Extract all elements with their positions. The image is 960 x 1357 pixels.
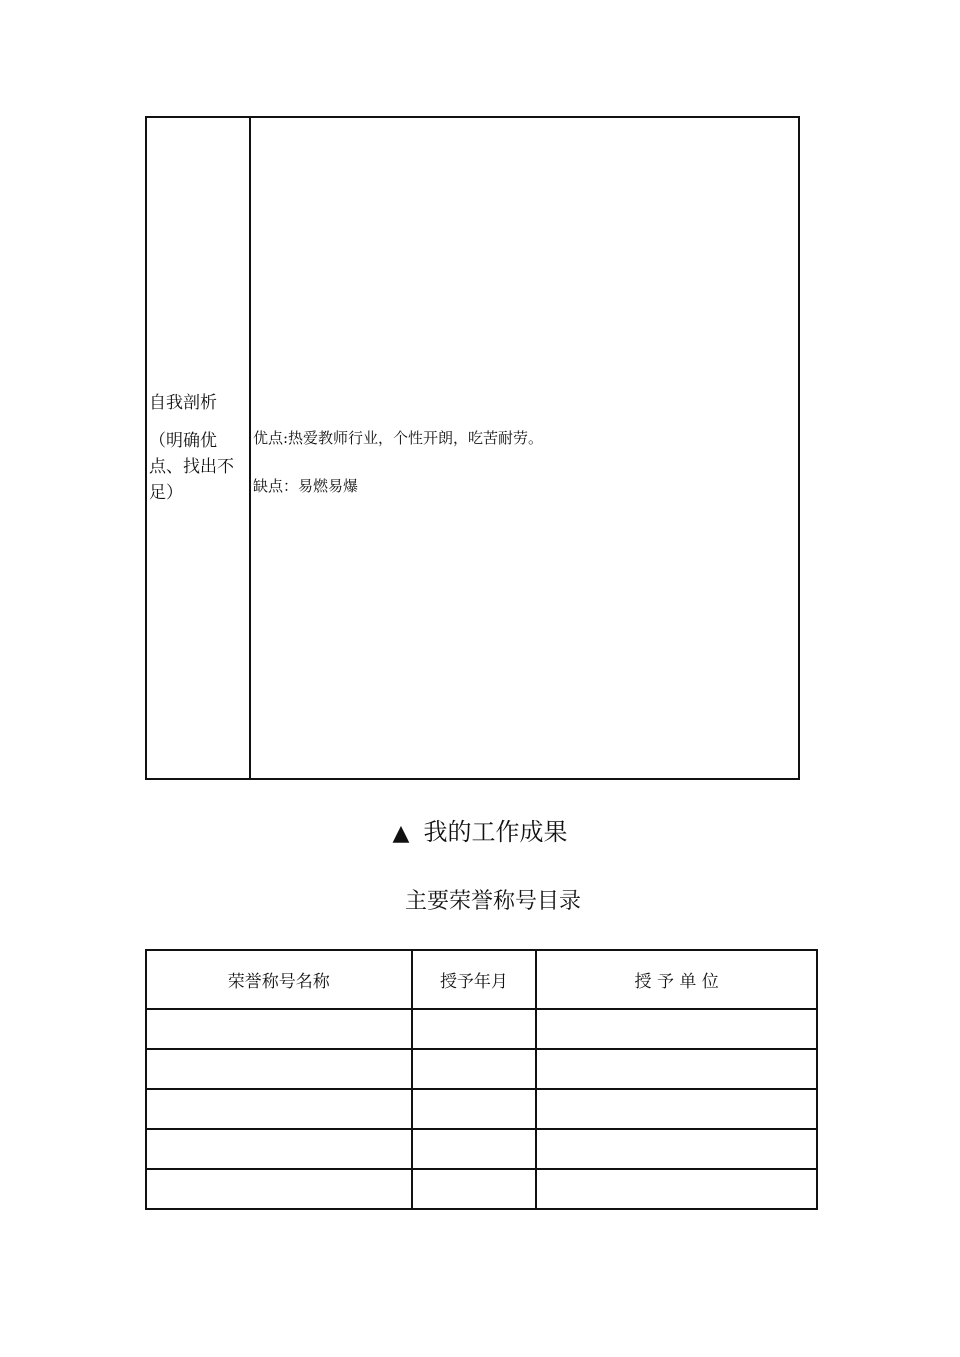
award-date-cell[interactable] bbox=[412, 1009, 537, 1049]
self-analysis-title: 自我剖析 bbox=[149, 393, 217, 413]
honor-name-cell[interactable] bbox=[146, 1009, 412, 1049]
self-analysis-content-cell[interactable] bbox=[250, 117, 799, 779]
award-unit-cell[interactable] bbox=[536, 1129, 817, 1169]
award-date-cell[interactable] bbox=[412, 1129, 537, 1169]
award-unit-cell[interactable] bbox=[536, 1089, 817, 1129]
award-date-cell[interactable] bbox=[412, 1049, 537, 1089]
header-award-unit: 授 予 单 位 bbox=[536, 950, 817, 1009]
section-title: 我的工作成果 bbox=[423, 818, 568, 846]
self-analysis-subtitle: （明确优点、找出不足） bbox=[149, 431, 234, 503]
award-unit-cell[interactable] bbox=[536, 1049, 817, 1089]
self-analysis-label-cell bbox=[146, 117, 250, 779]
table-row bbox=[146, 1129, 817, 1169]
honor-name-cell[interactable] bbox=[146, 1049, 412, 1089]
table-row bbox=[146, 1049, 817, 1089]
table-row bbox=[146, 1089, 817, 1129]
award-unit-cell[interactable] bbox=[536, 1009, 817, 1049]
header-award-date: 授予年月 bbox=[412, 950, 537, 1009]
table-row bbox=[146, 1009, 817, 1049]
section-heading bbox=[0, 812, 960, 847]
self-analysis-table bbox=[145, 116, 800, 780]
honor-table-header bbox=[146, 950, 817, 1009]
honor-list-title: 主要荣誉称号目录 bbox=[404, 889, 581, 914]
table-row bbox=[146, 1169, 817, 1209]
honor-name-cell[interactable] bbox=[146, 1089, 412, 1129]
award-unit-cell[interactable] bbox=[536, 1169, 817, 1209]
honor-name-cell[interactable] bbox=[146, 1129, 412, 1169]
award-date-cell[interactable] bbox=[412, 1169, 537, 1209]
strengths-text: 优点:热爱教师行业，个性开朗，吃苦耐劳。 bbox=[253, 429, 544, 447]
award-date-cell[interactable] bbox=[412, 1089, 537, 1129]
triangle-icon: ▲ bbox=[392, 821, 410, 846]
honor-table bbox=[145, 949, 818, 1210]
header-honor-name: 荣誉称号名称 bbox=[146, 950, 412, 1009]
weaknesses-text: 缺点：易燃易爆 bbox=[253, 477, 359, 495]
honor-name-cell[interactable] bbox=[146, 1169, 412, 1209]
